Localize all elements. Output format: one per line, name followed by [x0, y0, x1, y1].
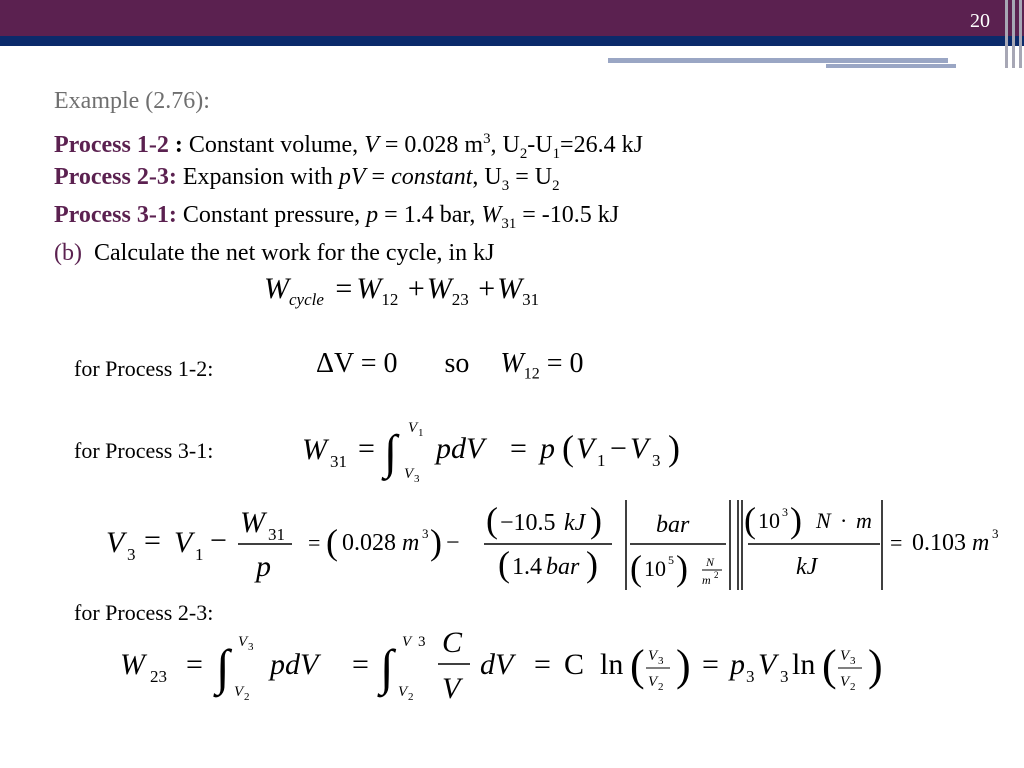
svg-text:0.028: 0.028	[342, 530, 396, 556]
accent-vline	[1012, 0, 1015, 68]
svg-text:V: V	[648, 674, 658, 690]
svg-text:∫: ∫	[216, 639, 230, 695]
svg-text:V: V	[106, 526, 125, 559]
svg-text:2: 2	[850, 681, 856, 693]
svg-text:(: (	[630, 641, 645, 690]
svg-text:0.103: 0.103	[912, 530, 966, 556]
svg-text:3: 3	[414, 473, 420, 485]
svg-text:−: −	[210, 524, 227, 557]
svg-text:V: V	[840, 674, 850, 690]
svg-text:dV: dV	[480, 648, 514, 681]
svg-text:C: C	[564, 648, 585, 681]
svg-text:∫: ∫	[384, 426, 398, 479]
svg-text:2: 2	[658, 681, 664, 693]
svg-text:pdV: pdV	[436, 432, 485, 465]
svg-text:1.4: 1.4	[512, 554, 542, 580]
svg-text:V: V	[630, 432, 649, 465]
svg-text:pdV: pdV	[270, 648, 319, 681]
svg-text:p: p	[730, 648, 745, 681]
svg-text:V: V	[648, 648, 658, 664]
svg-text:V: V	[174, 526, 193, 559]
svg-text:31: 31	[268, 525, 285, 544]
svg-text:V: V	[576, 432, 595, 465]
svg-text:): )	[590, 500, 602, 540]
svg-text:·: ·	[840, 508, 848, 533]
svg-text:10: 10	[758, 508, 780, 533]
equation-process-31	[300, 412, 700, 492]
process-31-label: Process 3-1:	[54, 202, 177, 228]
svg-text:V: V	[442, 672, 461, 705]
equation-process-12: ΔV = 0 so $W_{12} = 0$	[316, 348, 584, 383]
svg-text:V: V	[840, 648, 850, 664]
svg-text:): )	[676, 548, 688, 588]
svg-text:V: V	[238, 634, 248, 650]
svg-text:3: 3	[127, 545, 136, 564]
svg-text:=: =	[534, 648, 551, 681]
svg-text:ln: ln	[600, 648, 624, 681]
label-process-23: for Process 2-3:	[74, 600, 214, 625]
label-process-31: for Process 3-1:	[74, 438, 214, 463]
svg-text:=: =	[186, 648, 203, 681]
svg-text:2: 2	[244, 691, 250, 703]
question-text: Calculate the net work for the cycle, in kJ	[93, 240, 495, 266]
svg-text:∫: ∫	[380, 639, 394, 695]
svg-text:): )	[790, 500, 802, 540]
svg-text:−10.5: −10.5	[500, 510, 556, 536]
title-bar	[0, 0, 1024, 36]
svg-text:p: p	[540, 432, 555, 465]
svg-text:3: 3	[652, 451, 661, 470]
process-23-line: Process 2-3: Expansion with pV = constant, $U_3 = U_2$	[54, 164, 560, 194]
equation-v3	[100, 494, 1024, 606]
process-23-label: Process 2-3:	[54, 164, 177, 190]
svg-text:(: (	[744, 500, 756, 540]
svg-text:kJ: kJ	[564, 510, 586, 536]
svg-text:m: m	[972, 530, 990, 556]
svg-text:3: 3	[422, 526, 429, 541]
process-12-line: Process 1-2 : Constant volume, V = 0.028 $m^3$, $U_2-U_1=26.4$ kJ	[54, 131, 643, 162]
question-marker: (b)	[54, 240, 82, 266]
svg-text:3: 3	[658, 655, 664, 667]
svg-text:3: 3	[746, 667, 755, 686]
svg-text:(: (	[498, 544, 510, 584]
process-31-line: Process 3-1: Constant pressure, p = 1.4 bar, $W_{31} = -10.5$ kJ	[54, 202, 620, 232]
svg-text:5: 5	[668, 553, 674, 567]
svg-text:=: =	[358, 432, 375, 465]
svg-text:=: =	[510, 432, 527, 465]
svg-text:1: 1	[418, 427, 424, 439]
svg-text:−: −	[446, 530, 460, 556]
svg-text:V: V	[404, 466, 414, 482]
equation-cycle-work: $W_{cycle} = W_{12} +W_{23} +W_{31}$	[264, 272, 540, 309]
svg-text:2: 2	[408, 691, 414, 703]
svg-text:N: N	[706, 555, 715, 569]
svg-text:3: 3	[248, 641, 254, 653]
accent-strip-short	[826, 64, 956, 68]
svg-text:31: 31	[330, 452, 347, 471]
svg-text:p: p	[256, 550, 271, 583]
svg-text:N: N	[816, 508, 831, 533]
svg-text:V: V	[408, 420, 418, 436]
svg-text:10: 10	[644, 556, 666, 581]
svg-text:ln: ln	[792, 648, 816, 681]
svg-text:W: W	[240, 506, 265, 539]
svg-text:23: 23	[150, 667, 167, 686]
svg-text:=: =	[352, 648, 369, 681]
svg-text:bar: bar	[656, 512, 690, 538]
svg-text:): )	[676, 641, 691, 690]
svg-text:3: 3	[850, 655, 856, 667]
svg-text:=: =	[702, 648, 719, 681]
svg-text:m: m	[702, 573, 711, 587]
svg-text:2: 2	[714, 570, 719, 580]
svg-text:(: (	[630, 548, 642, 588]
svg-text:bar: bar	[546, 554, 580, 580]
svg-text:=: =	[890, 530, 903, 555]
accent-vline	[1005, 0, 1008, 68]
process-12-label: Process 1-2	[54, 132, 169, 158]
svg-text:): )	[868, 641, 883, 690]
svg-text:): )	[668, 428, 680, 468]
svg-text:=: =	[144, 524, 161, 557]
svg-text:W: W	[302, 433, 327, 466]
svg-text:3: 3	[782, 505, 788, 519]
slide-number: 20	[970, 10, 990, 32]
svg-text:3: 3	[418, 634, 426, 650]
question-line	[54, 238, 495, 268]
svg-text:V: V	[758, 648, 777, 681]
svg-text:(: (	[822, 641, 837, 690]
equation-process-23	[118, 622, 938, 718]
accent-vline	[1019, 0, 1022, 68]
svg-text:V: V	[402, 634, 412, 650]
label-process-12: for Process 1-2:	[74, 356, 214, 381]
svg-text:m: m	[856, 508, 872, 533]
accent-strip	[608, 58, 948, 63]
svg-text:(: (	[486, 500, 498, 540]
svg-text:C: C	[442, 626, 463, 659]
example-title: Example (2.76):	[54, 88, 210, 114]
svg-text:kJ: kJ	[796, 554, 818, 580]
svg-text:W: W	[120, 648, 145, 681]
svg-text:V: V	[234, 684, 244, 700]
svg-text:): )	[586, 544, 598, 584]
svg-text:): )	[430, 522, 442, 562]
svg-text:m: m	[402, 530, 420, 556]
svg-text:1: 1	[195, 545, 204, 564]
accent-bar	[0, 36, 1024, 46]
svg-text:1: 1	[597, 451, 606, 470]
svg-text:−: −	[610, 432, 627, 465]
svg-text:V: V	[398, 684, 408, 700]
svg-text:3: 3	[780, 667, 789, 686]
svg-text:(: (	[326, 522, 338, 562]
svg-text:=: =	[308, 530, 321, 555]
svg-text:3: 3	[992, 526, 999, 541]
svg-text:(: (	[562, 428, 574, 468]
